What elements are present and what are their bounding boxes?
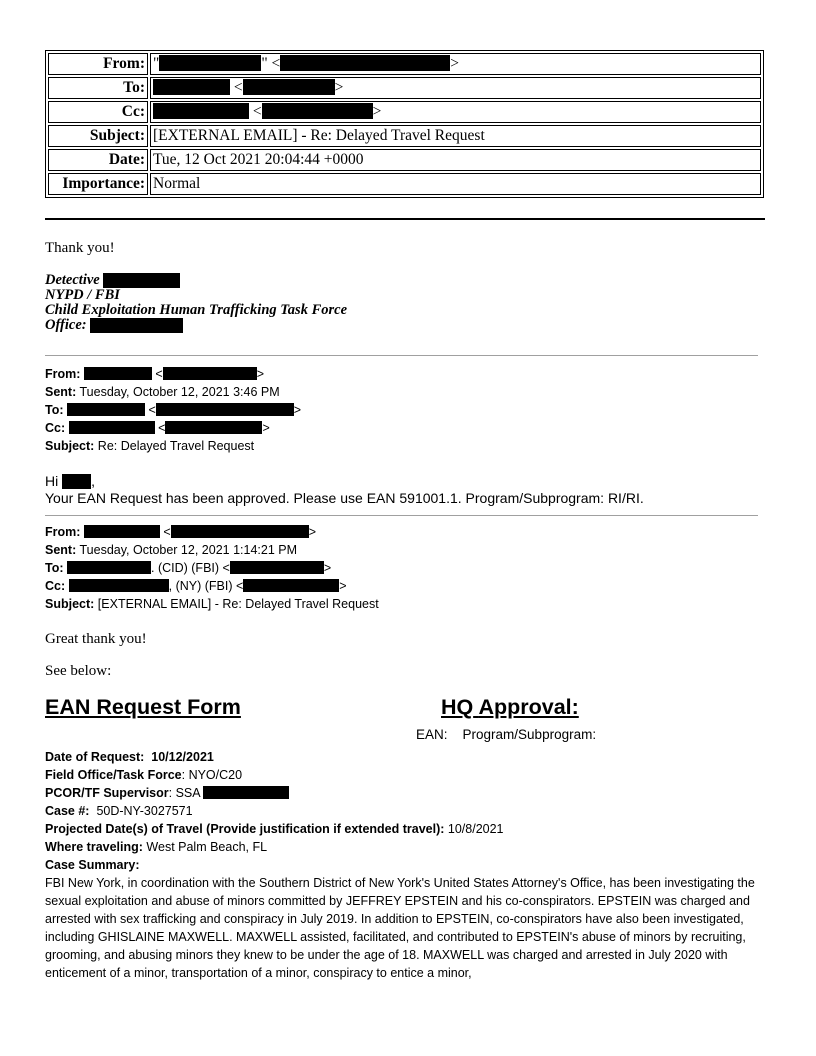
msg2-to-label: To: [45,403,64,417]
hq-title-part1: HQ [441,695,474,719]
message-divider [45,515,758,516]
redaction [203,786,289,799]
projected-dates [45,820,504,838]
cc-close: > [372,103,382,120]
redaction [262,103,373,119]
signature-office [45,318,183,333]
msg2-subject-value: Re: Delayed Travel Request [97,439,255,453]
redaction [230,561,324,574]
redaction [159,55,261,71]
comma: , [91,473,96,489]
msg2-sent-value: Tuesday, October 12, 2021 3:46 PM [79,385,280,399]
hq-approval-title [441,695,579,720]
redaction [156,403,294,416]
date-of-request [45,748,214,766]
msg2-sent-label: Sent: [45,385,77,399]
signature-title [45,273,180,288]
redaction [153,79,230,95]
msg2-from [45,365,264,383]
field-office-label: Field Office/Task Force [45,768,182,782]
gt: > [323,561,332,575]
header-row-importance [48,173,761,195]
msg3-sent-label: Sent: [45,543,77,557]
case-label: Case #: [45,804,90,818]
from-quote-open: " [153,55,160,72]
header-row-subject [48,125,761,147]
gt: > [256,367,265,381]
from-label: From: [48,53,148,75]
header-divider [45,218,765,220]
message-divider [45,355,758,356]
to-label: To: [48,77,148,99]
cc-open: < [252,103,262,120]
msg3-from-label: From: [45,525,81,539]
redaction [69,421,155,434]
redaction [67,561,151,574]
header-row-date [48,149,761,171]
from-value [150,53,761,75]
msg2-subject [45,437,254,455]
msg3-sent-value: Tuesday, October 12, 2021 1:14:21 PM [79,543,297,557]
importance-value: Normal [150,173,761,195]
msg2-sent [45,383,280,401]
hi-text: Hi [45,473,59,489]
msg2-cc-label: Cc: [45,421,66,435]
msg2-hi [45,472,95,490]
date-request-label: Date of Request: [45,750,145,764]
to-value [150,77,761,99]
redaction [163,367,257,380]
redaction [67,403,145,416]
msg3-cc [45,577,347,595]
msg3-cc-suffix: , (NY) (FBI) < [168,579,244,593]
gt: > [308,525,317,539]
redaction [243,579,339,592]
gt: > [293,403,302,417]
from-quote-close: " < [261,55,281,72]
email-header-table [45,50,764,198]
cc-label: Cc: [48,101,148,123]
msg3-subject-value: [EXTERNAL EMAIL] - Re: Delayed Travel Request [97,597,379,611]
hq-title-part2: Approval: [478,695,579,719]
msg3-cc-label: Cc: [45,579,66,593]
hq-fields [416,726,596,744]
to-close: > [334,79,344,96]
redaction [90,318,183,333]
where-traveling [45,838,267,856]
lt: < [148,403,156,417]
msg3-sent [45,541,297,559]
msg3-to-label: To: [45,561,64,575]
subject-label: Subject: [48,125,148,147]
case-summary-label [45,856,140,874]
date-request-value: 10/12/2021 [151,750,214,764]
msg3-subject [45,595,379,613]
redaction [243,79,335,95]
redaction [84,367,152,380]
field-office [45,766,242,784]
header-row-cc [48,101,761,123]
ean-form-title: EAN Request Form [45,695,241,719]
from-close: > [450,55,460,72]
msg3-line1: Great thank you! [45,631,147,647]
projected-value: 10/8/2021 [447,822,504,836]
redaction [84,525,160,538]
header-row-to [48,77,761,99]
lt: < [155,367,163,381]
lt: < [163,525,171,539]
case-value: 50D-NY-3027571 [96,804,193,818]
signature-org: NYPD / FBI [45,287,120,303]
header-row-from [48,53,761,75]
redaction [62,474,91,489]
msg3-from [45,523,316,541]
gt: > [339,579,347,593]
signature-taskforce: Child Exploitation Human Trafficking Task Force [45,302,348,318]
pcor-supervisor [45,784,289,802]
where-value: West Palm Beach, FL [146,840,268,854]
msg3-subject-label: Subject: [45,597,95,611]
importance-label: Importance: [48,173,148,195]
date-label: Date: [48,149,148,171]
to-open: < [233,79,243,96]
msg2-body: Your EAN Request has been approved. Please use EAN 591001.1. Program/Subprogram: RI/RI. [45,490,644,506]
redaction [153,103,249,119]
signature-title-text: Detective [45,272,100,288]
date-value: Tue, 12 Oct 2021 20:04:44 +0000 [150,149,761,171]
projected-label: Projected Date(s) of Travel (Provide justification if extended travel): [45,822,445,836]
ean-label: EAN: [416,727,448,742]
subject-value: [EXTERNAL EMAIL] - Re: Delayed Travel Request [150,125,761,147]
summary-label-text: Case Summary: [45,858,140,872]
msg3-to-suffix: . (CID) (FBI) < [151,561,230,575]
cc-value [150,101,761,123]
case-number [45,802,193,820]
pcor-value: : SSA [168,786,200,800]
field-office-value: : NYO/C20 [181,768,243,782]
msg3-line2: See below: [45,663,112,679]
lt: < [158,421,166,435]
signature-office-label: Office: [45,317,87,333]
case-summary-text: FBI New York, in coordination with the Southern District of New York's United States Attorney's Office, has been investigating the sexual exploitation and abuse of minors committed by JEFFREY EPSTEIN and his co-conspirators. EPSTEIN was charged and arrested with sex trafficking and conspiracy in July 2019. In addition to EPSTEIN, co-conspirators have also been investigated, including GHISLAINE MAXWELL. MAXWELL assisted, facilitated, and contributed to EPSTEIN's abuse of minors by recruiting, grooming, and abusing minors they knew to be under the age of 18. MAXWELL was charged and arrested in July 2020 with enticement of a minor, transportation of a minor, conspiracy to entice a minor, [45,876,755,980]
msg2-cc [45,419,270,437]
redaction [69,579,169,592]
msg3-to [45,559,331,577]
redaction [171,525,309,538]
msg2-subject-label: Subject: [45,439,95,453]
msg2-to [45,401,301,419]
program-label: Program/Subprogram: [462,727,597,742]
gt: > [262,421,270,435]
msg2-from-label: From: [45,367,81,381]
redaction [165,421,262,434]
redaction [103,273,180,288]
reply-greeting: Thank you! [45,240,115,256]
redaction [280,55,450,71]
pcor-label: PCOR/TF Supervisor [45,786,169,800]
where-label: Where traveling: [45,840,143,854]
